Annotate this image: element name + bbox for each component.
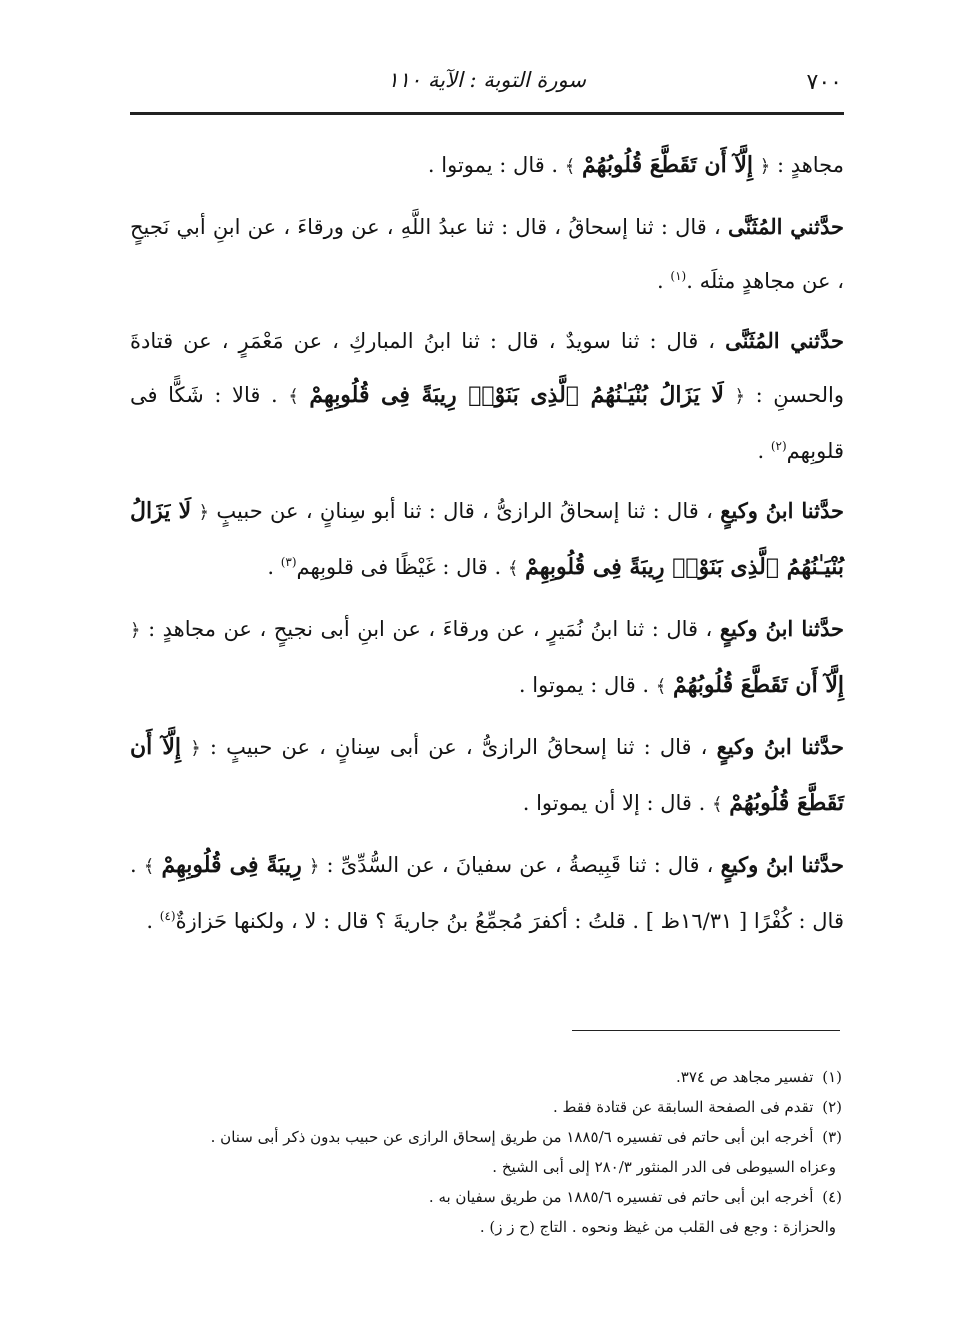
footnote-number: (٤)	[822, 1188, 842, 1206]
footnote-text: أخرجه ابن أبى حاتم فى تفسيره ١٨٨٥/٦ من طريق إسحاق الرازى عن حبيب بدون ذكر أبى سنان .	[210, 1128, 814, 1146]
paragraph-ending: .	[686, 269, 700, 293]
footnote-number: (٣)	[822, 1128, 842, 1146]
footnote-text: أخرجه ابن أبى حاتم فى تفسيره ١٨٨٥/٦ من طريق سفيان به .	[428, 1188, 814, 1206]
paragraph-ending: . قال : كُفْرًا [ ١٦/٣١ظ ] . قلتُ : أكفرَ مُجمِّعُ بنُ جاريةَ ؟ قال : لا ، ولكنها حَزازةٌ	[130, 853, 844, 933]
paragraph-ending: . قال : يموتوا .	[427, 153, 559, 177]
hadith-paragraph	[130, 720, 844, 832]
footnote	[130, 1212, 842, 1242]
page-number: ٧٠٠	[806, 70, 842, 95]
isnad-lead: حدَّثني المُثَنَّى	[725, 328, 844, 353]
quran-bracket-open: ﴿	[198, 502, 210, 523]
footnote	[130, 1182, 842, 1212]
footnote-text: والحزازة : وجع فى القلب من غيظ ونحوه . التاج (ح ز ز) .	[479, 1218, 836, 1236]
quran-bracket-open: ﴿	[130, 620, 141, 641]
footnote-ref: (٣)	[280, 555, 297, 569]
footnote	[130, 1062, 842, 1092]
running-header	[130, 62, 842, 108]
paragraph-text: ، قال : ثنا ابنُ نُمَيرٍ ، عن ورقاءَ ، عن ابنِ أبى نجيحٍ ، عن مجاهدٍ :	[148, 617, 713, 641]
isnad-lead: حدَّثنا ابنُ وكيعٍ	[720, 498, 844, 523]
quran-quote: لَا يَزَالُ بُنْيَـٰنُهُمُ ٱلَّذِى بَنَوْا۟ رِيبَةً فِى قُلُوبِهِمْ	[130, 498, 844, 580]
quran-bracket-close: ﴾	[288, 386, 299, 407]
header-title: سورة التوبة : الآية ١١٠	[387, 68, 586, 92]
paragraph-ending: . قال : غَيْظًا فى قلوبِهم	[296, 555, 502, 579]
hadith-paragraph	[130, 602, 844, 714]
quran-bracket-open: ﴿	[759, 156, 771, 177]
footnote-text: تقدم فى الصفحة السابقة عن قتادة فقط .	[552, 1098, 814, 1116]
paragraph-text: مجاهدٍ :	[776, 153, 844, 177]
quran-bracket-close: ﴾	[655, 676, 667, 697]
paragraph-text: ، قال : ثنا إسحاقُ الرازىُّ ، عن أبى سِنانٍ ، عن حبيبٍ :	[209, 735, 708, 759]
footnote-ref: (١)	[670, 269, 687, 283]
quran-bracket-open: ﴿	[308, 856, 320, 877]
paragraph-text: ، قال : ثنا إسحاقُ الرازىُّ ، قال : ثنا أبو سِنانٍ ، عن حبيبٍ	[216, 499, 713, 523]
paragraph-text: ، قال : ثنا إسحاقُ ، قال : ثنا عبدُ اللَّهِ ، عن ورقاءَ ، عن ابنِ أبي نَجيحٍ ، عن مجاهدٍ مثلَه	[130, 215, 844, 293]
quran-bracket-close: ﴾	[507, 558, 519, 579]
quran-bracket-open: ﴿	[190, 738, 201, 759]
quran-quote: إِلَّآ أَن تَقَطَّعَ قُلُوبُهُمْ	[673, 672, 844, 698]
header-rule	[130, 112, 844, 115]
quran-bracket-close: ﴾	[564, 156, 576, 177]
isnad-lead: حدَّثنا ابنُ وكيعٍ	[719, 616, 844, 641]
quran-bracket-close: ﴾	[143, 856, 155, 877]
quran-quote: إِلَّآ أَن تَقَطَّعَ قُلُوبُهُمْ	[582, 152, 754, 178]
footnote-text: وعزاه السيوطى فى الدر المنثور ٢٨٠/٣ إلى أبى الشيخ .	[492, 1158, 836, 1176]
footnote-number: (٢)	[822, 1098, 842, 1116]
quran-bracket-open: ﴿	[734, 386, 746, 407]
footnote-number: (١)	[822, 1068, 842, 1086]
hadith-paragraph: حدَّثني المُثَنَّى ، قال : ثنا سويدٌ ، قال : ثنا ابنُ المباركِ ، عن مَعْمَرٍ ، عن قتادةَ والحسنِ : ﴿ لَا يَزَالُ بُنْيَـٰنُهُمُ ٱلَّذِى بَنَوْا۟ رِيبَةً فِى قُلُوبِهِمْ ﴾ . قالا : شَكًّا فى قلوبِهم$^{(٢)}$ .	[130, 328, 844, 463]
hadith-paragraph: حدَّثني المُثَنَّى ، قال : ثنا إسحاقُ ، قال : ثنا عبدُ اللَّهِ ، عن ورقاءَ ، عن ابنِ أبي نَجيحٍ ، عن مجاهدٍ مثلَه .$^{(١)}$ .	[130, 214, 844, 293]
paragraph-text: ، قال : ثنا قَبِيصةُ ، عن سفيانَ ، عن السُّدِّىِّ :	[326, 853, 714, 877]
paragraph-ending: . قالا : شَكًّا فى قلوبِهم	[130, 383, 844, 463]
footnote	[130, 1092, 842, 1122]
quran-quote: رِيبَةً فِى قُلُوبِهِمْ	[161, 852, 302, 878]
footnote-rule	[572, 1030, 840, 1031]
hadith-paragraph	[130, 138, 844, 194]
isnad-lead: حدَّثنا ابنُ وكيعٍ	[720, 852, 844, 877]
footnote	[130, 1152, 842, 1182]
footnote-text: تفسير مجاهد ص ٣٧٤.	[676, 1068, 814, 1086]
isnad-lead: حدَّثنا ابنُ وكيعٍ	[716, 734, 845, 759]
footnote-ref: (٤)	[159, 909, 176, 923]
paragraph-text: ، قال : ثنا سويدٌ ، قال : ثنا ابنُ المباركِ ، عن مَعْمَرٍ ، عن قتادةَ والحسنِ :	[130, 329, 844, 407]
footnote	[130, 1122, 842, 1152]
quran-bracket-close: ﴾	[712, 794, 723, 815]
footnote-ref: (٢)	[770, 439, 787, 453]
main-text	[130, 138, 844, 954]
paragraph-ending: . قال : إلا أن يموتوا .	[522, 791, 706, 815]
paragraph-ending: . قال : يموتوا .	[518, 673, 650, 697]
hadith-paragraph: حدَّثنا ابنُ وكيعٍ ، قال : ثنا إسحاقُ الرازىُّ ، قال : ثنا أبو سِنانٍ ، عن حبيبٍ ﴿ لَا يَزَالُ بُنْيَـٰنُهُمُ ٱلَّذِى بَنَوْا۟ رِيبَةً فِى قُلُوبِهِمْ ﴾ . قال : غَيْظًا فى قلوبِهم$^{(٣)}$ .	[130, 498, 844, 580]
quran-quote: لَا يَزَالُ بُنْيَـٰنُهُمُ ٱلَّذِى بَنَوْا۟ رِيبَةً فِى قُلُوبِهِمْ	[309, 382, 724, 408]
footnotes	[130, 1062, 842, 1242]
isnad-lead: حدَّثني المُثَنَّى	[727, 214, 844, 239]
quran-quote: إِلَّآ أَن تَقَطَّعَ قُلُوبُهُمْ	[130, 734, 844, 816]
hadith-paragraph: حدَّثنا ابنُ وكيعٍ ، قال : ثنا قَبِيصةُ ، عن سفيانَ ، عن السُّدِّىِّ : ﴿ رِيبَةً فِى قُلُوبِهِمْ ﴾ . قال : كُفْرًا [ ١٦/٣١ظ ] . قلتُ : أكفرَ مُجمِّعُ بنُ جاريةَ ؟ قال : لا ، ولكنها حَزازةٌ$^{(٤)}$ .	[130, 852, 844, 933]
